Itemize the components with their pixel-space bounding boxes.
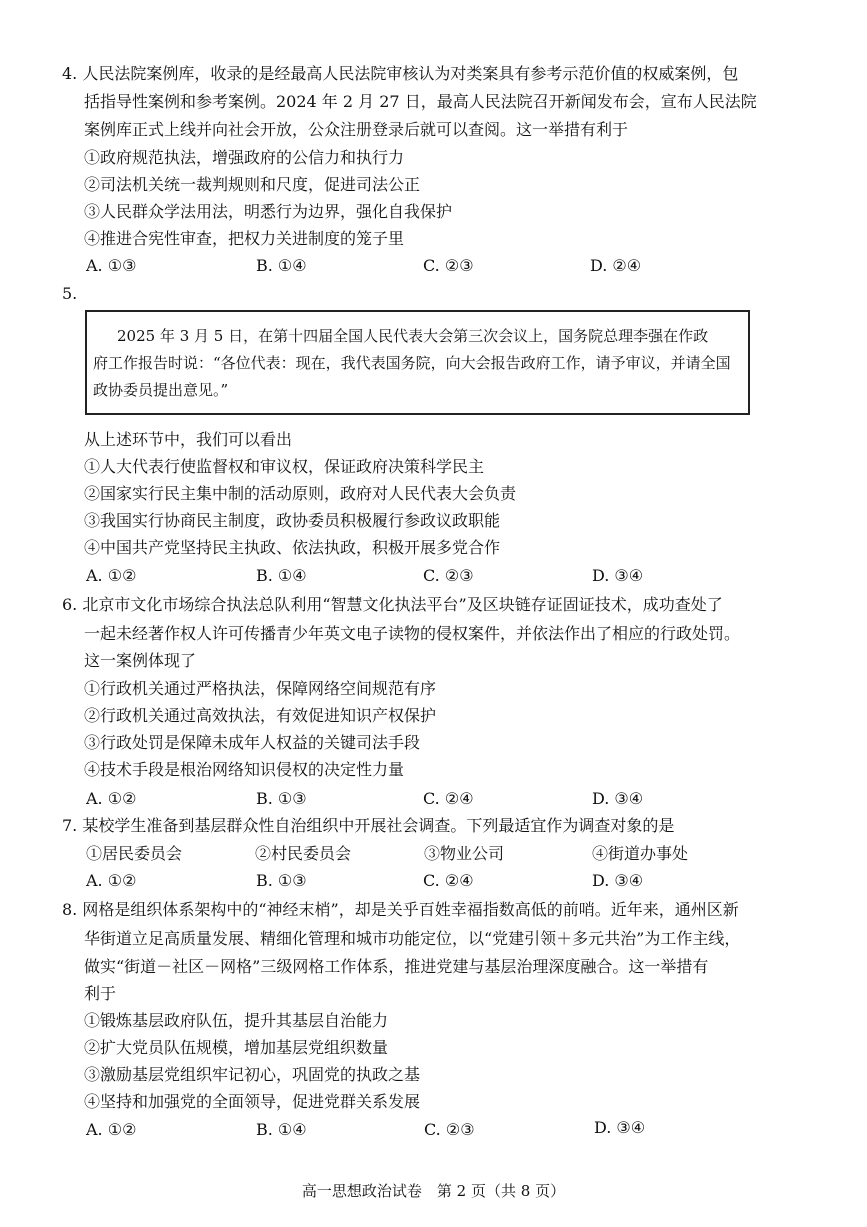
- q7-stem: 7. 某校学生准备到基层群众性自治组织中开展社会调查。下列最适宜作为调查对象的是: [62, 816, 675, 835]
- q4-option-4: ④推进合宪性审查，把权力关进制度的笼子里: [84, 229, 405, 248]
- q5-quote-box: [85, 310, 750, 415]
- q7-answer-a: A. ①②: [86, 871, 137, 890]
- q8-answer-b: B. ①④: [256, 1120, 307, 1139]
- q7-option-1: ①居民委员会: [86, 844, 183, 863]
- q8-stem-line-1: 8. 网格是组织体系架构中的“神经末梢”，却是关乎百姓幸福指数高低的前哨。近年来，通州区新: [62, 900, 739, 919]
- q6-answer-d: D. ③④: [592, 789, 644, 808]
- q5-option-2: ②国家实行民主集中制的活动原则，政府对人民代表大会负责: [84, 484, 517, 503]
- page-footer: 高一思想政治试卷 第 2 页（共 8 页）: [301, 1182, 566, 1200]
- q8-answer-c: C. ②③: [424, 1120, 475, 1139]
- q8-option-4: ④坚持和加强党的全面领导，促进党群关系发展: [84, 1092, 421, 1111]
- q6-option-1: ①行政机关通过严格执法，保障网络空间规范有序: [84, 679, 437, 698]
- q6-option-4: ④技术手段是根治网络知识侵权的决定性力量: [84, 760, 405, 779]
- q5-answer-c: C. ②③: [423, 566, 474, 585]
- q5-quote-line-2: 府工作报告时说：“各位代表：现在，我代表国务院，向大会报告政府工作，请予审议，并请全国: [93, 354, 731, 372]
- q5-quote-line-3: 政协委员提出意见。”: [93, 381, 229, 399]
- q7-answer-c: C. ②④: [423, 871, 474, 890]
- q7-option-4: ④街道办事处: [592, 844, 689, 863]
- q5-option-3: ③我国实行协商民主制度，政协委员积极履行参政议政职能: [84, 511, 501, 530]
- q4-answer-c: C. ②③: [423, 256, 474, 275]
- q8-option-3: ③激励基层党组织牢记初心，巩固党的执政之基: [84, 1065, 421, 1084]
- q6-stem-line-3: 这一案例体现了: [84, 651, 197, 670]
- q4-stem-line-2: 括指导性案例和参考案例。2024 年 2 月 27 日，最高人民法院召开新闻发布会，宣布人民法院: [84, 92, 757, 111]
- q5-number: 5.: [62, 284, 78, 303]
- q8-answer-a: A. ①②: [86, 1120, 137, 1139]
- q6-option-3: ③行政处罚是保障未成年人权益的关键司法手段: [84, 733, 421, 752]
- q4-answer-d: D. ②④: [590, 256, 642, 275]
- q4-answer-b: B. ①④: [256, 256, 307, 275]
- q8-option-2: ②扩大党员队伍规模，增加基层党组织数量: [84, 1038, 389, 1057]
- q5-answer-b: B. ①④: [256, 566, 307, 585]
- q7-answer-b: B. ①③: [256, 871, 307, 890]
- q6-stem-line-1: 6. 北京市文化市场综合执法总队利用“智慧文化执法平台”及区块链存证固证技术，成功查处了: [62, 595, 723, 614]
- q5-answer-a: A. ①②: [86, 566, 137, 585]
- q7-option-3: ③物业公司: [424, 844, 505, 863]
- q6-answer-a: A. ①②: [86, 789, 137, 808]
- q8-answer-d: D. ③④: [594, 1118, 646, 1137]
- q6-answer-c: C. ②④: [423, 789, 474, 808]
- q8-stem-line-4: 利于: [84, 984, 117, 1003]
- q5-stem: 从上述环节中，我们可以看出: [84, 430, 293, 449]
- q4-option-3: ③人民群众学法用法，明悉行为边界，强化自我保护: [84, 202, 453, 221]
- q5-answer-d: D. ③④: [592, 566, 644, 585]
- q8-stem-line-3: 做实“街道－社区－网格”三级网格工作体系，推进党建与基层治理深度融合。这一举措有: [84, 957, 709, 976]
- q6-answer-b: B. ①③: [256, 789, 307, 808]
- q7-answer-d: D. ③④: [592, 871, 644, 890]
- q8-option-1: ①锻炼基层政府队伍，提升其基层自治能力: [84, 1011, 389, 1030]
- q4-stem-line-1: 4. 人民法院案例库，收录的是经最高人民法院审核认为对类案具有参考示范价值的权威案例，包: [62, 64, 739, 83]
- q5-option-4: ④中国共产党坚持民主执政、依法执政，积极开展多党合作: [84, 538, 501, 557]
- q4-stem-line-3: 案例库正式上线并向社会开放，公众注册登录后就可以查阅。这一举措有利于: [84, 120, 629, 139]
- q6-stem-line-2: 一起未经著作权人许可传播青少年英文电子读物的侵权案件，并依法作出了相应的行政处罚。: [84, 624, 741, 643]
- q5-quote-line-1: 2025 年 3 月 5 日，在第十四届全国人民代表大会第三次会议上，国务院总理李强在作政: [117, 327, 709, 345]
- q4-option-1: ①政府规范执法，增强政府的公信力和执行力: [84, 148, 405, 167]
- q4-option-2: ②司法机关统一裁判规则和尺度，促进司法公正: [84, 175, 421, 194]
- q6-option-2: ②行政机关通过高效执法，有效促进知识产权保护: [84, 706, 437, 725]
- q4-answer-a: A. ①③: [86, 256, 137, 275]
- q8-stem-line-2: 华街道立足高质量发展、精细化管理和城市功能定位，以“党建引领＋多元共治”为工作主线，: [84, 929, 741, 948]
- q5-option-1: ①人大代表行使监督权和审议权，保证政府决策科学民主: [84, 457, 485, 476]
- q7-option-2: ②村民委员会: [255, 844, 352, 863]
